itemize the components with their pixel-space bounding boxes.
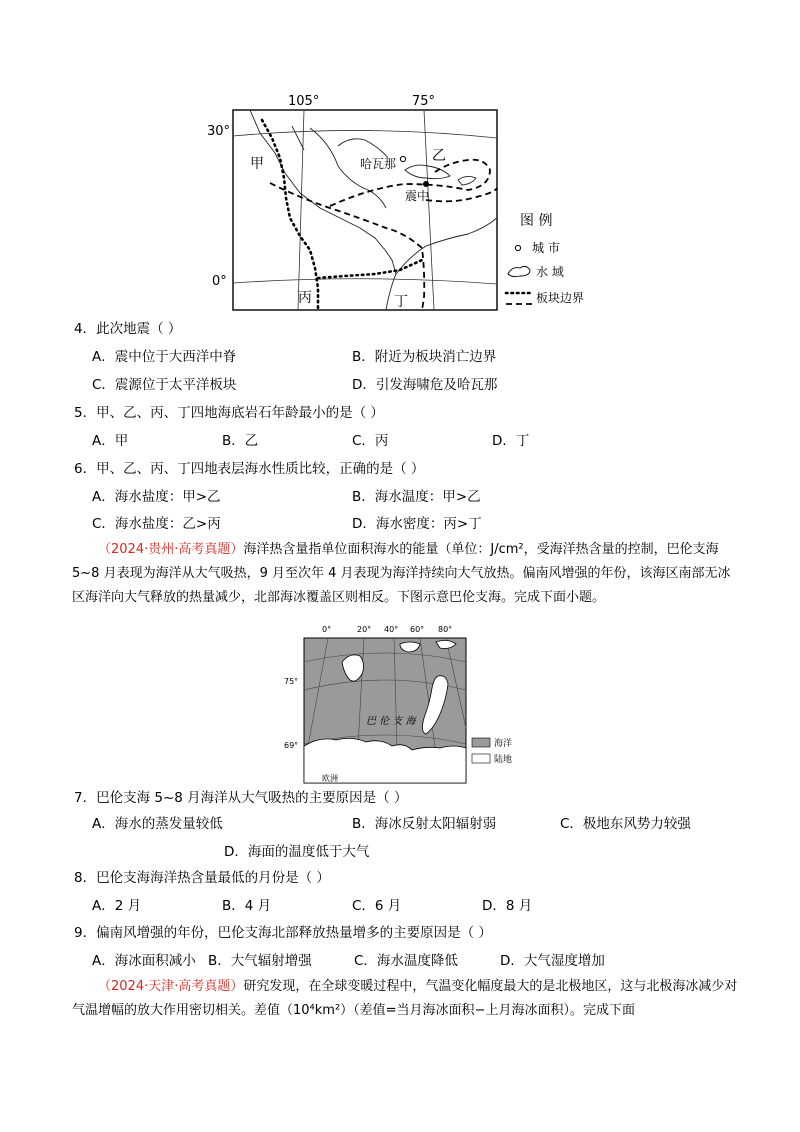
q6-option-d[interactable]: D．海水密度：丙>丁 <box>352 516 482 532</box>
coastline-florida <box>338 139 388 158</box>
label-bing: 丙 <box>298 290 312 306</box>
legend-title: 图 例 <box>520 213 553 229</box>
question-7: 7．巴伦支海 5~8 月海洋从大气吸热的主要原因是（ ） <box>74 790 408 806</box>
caribbean-map-svg <box>200 88 610 320</box>
island-hispaniola <box>458 176 476 185</box>
lon-label-40: 40° <box>384 625 399 634</box>
q9-option-c[interactable]: C．海水温度降低 <box>354 953 458 969</box>
label-europe: 欧洲 <box>322 774 338 783</box>
coastline-baja <box>292 126 304 150</box>
lon-label-60: 60° <box>410 625 425 634</box>
plate-boundary-dashed-north <box>426 188 497 201</box>
q5-option-a[interactable]: A．甲 <box>92 433 129 449</box>
q4-option-a[interactable]: A．震中位于大西洋中脊 <box>92 349 237 365</box>
lon-label-80: 80° <box>438 625 453 634</box>
passage-source: （2024·贵州·高考真题） <box>98 542 244 557</box>
label-epicenter: 震中 <box>405 189 430 203</box>
lon-label-105: 105° <box>288 94 320 109</box>
question-9: 9．偏南风增强的年份，巴伦支海北部释放热量增多的主要原因是（ ） <box>74 925 492 941</box>
q4-option-d[interactable]: D．引发海啸危及哈瓦那 <box>352 377 498 393</box>
passage2-text: 研究发现，在全球变暖过程中，气温变化幅度最大的是北极地区，这与北极海冰减少对气温增幅的放大作用密切相关。差值（10⁴km²）（差值=当月海冰面积−上月海冰面积）。完成下面 <box>72 979 738 1018</box>
passage-barents-sea <box>72 538 740 610</box>
label-ding: 丁 <box>394 294 408 310</box>
passage-text: 海洋热含量指单位面积海水的能量（单位：J/cm²，受海洋热含量的控制，巴伦支海 5~8 月表现为海洋从大气吸热，9 月至次年 4 月表现为海洋持续向大气放热。偏南风增强的年份，该海区南部无冰区海洋向大气释放的热量减少，北部海冰覆盖区则相反。下图示意巴伦支海。完成下面小题。 <box>72 542 731 605</box>
question-8: 8．巴伦支海海洋热含量最低的月份是（ ） <box>74 870 330 886</box>
label-yi: 乙 <box>432 148 446 164</box>
q5-option-d[interactable]: D．丁 <box>492 433 530 449</box>
lon-label-75: 75° <box>412 94 436 109</box>
legend-city-icon <box>515 245 520 250</box>
plate-boundary-dashed-south <box>270 183 424 310</box>
q7-option-a[interactable]: A．海水的蒸发量较低 <box>92 816 223 832</box>
q6-option-b[interactable]: B．海水温度：甲>乙 <box>352 489 481 505</box>
legend-water-label: 水 域 <box>536 265 564 279</box>
city-havana-marker <box>400 156 405 161</box>
q9-option-b[interactable]: B．大气辐射增强 <box>208 953 312 969</box>
lon-label-20: 20° <box>357 625 372 634</box>
plate-boundary-dotted-cocos <box>318 260 422 278</box>
latitude-line-30 <box>233 130 497 138</box>
question-5: 5．甲、乙、丙、丁四地海底岩石年龄最小的是（ ） <box>74 405 384 421</box>
legend-land-icon <box>472 754 490 763</box>
label-barents-sea: 巴 伦 支 海 <box>366 716 416 727</box>
coastline-central-america <box>250 110 396 274</box>
question-6: 6．甲、乙、丙、丁四地表层海水性质比较，正确的是（ ） <box>74 461 425 477</box>
q9-option-a[interactable]: A．海冰面积减小 <box>92 953 196 969</box>
q9-option-d[interactable]: D．大气湿度增加 <box>500 953 605 969</box>
barents-sea-map <box>280 618 530 786</box>
q8-option-d[interactable]: D．8 月 <box>482 898 533 914</box>
legend-ocean-icon <box>472 738 490 747</box>
caribbean-map <box>200 88 610 320</box>
q5-option-b[interactable]: B．乙 <box>222 433 259 449</box>
lat-label-0: 0° <box>212 274 227 289</box>
latitude-line-0 <box>233 279 497 284</box>
barents-sea-map-svg <box>280 618 530 786</box>
label-havana: 哈瓦那 <box>360 157 397 171</box>
q6-option-a[interactable]: A．海水盐度：甲>乙 <box>92 489 221 505</box>
lat-label-30: 30° <box>207 124 231 139</box>
legend-land-label: 陆地 <box>494 755 513 765</box>
q5-option-c[interactable]: C．丙 <box>352 433 389 449</box>
q7-option-c[interactable]: C．极地东风势力较强 <box>560 816 691 832</box>
q8-option-a[interactable]: A．2 月 <box>92 898 142 914</box>
lat-label-75: 75° <box>284 677 299 686</box>
q8-option-c[interactable]: C．6 月 <box>352 898 402 914</box>
q4-option-c[interactable]: C．震源位于太平洋板块 <box>92 377 237 393</box>
legend-ocean-label: 海洋 <box>494 739 513 749</box>
passage2-source: （2024·天津·高考真题） <box>98 979 244 994</box>
label-jia: 甲 <box>250 156 264 172</box>
q8-option-b[interactable]: B．4 月 <box>222 898 272 914</box>
passage-arctic-sea-ice <box>72 975 740 1023</box>
legend-city-label: 城 市 <box>532 241 560 255</box>
legend-water-icon <box>508 266 530 276</box>
epicenter-marker <box>423 181 429 187</box>
legend-boundary-label: 板块边界 <box>536 291 585 305</box>
lat-label-69: 69° <box>284 741 299 750</box>
q4-option-b[interactable]: B．附近为板块消亡边界 <box>352 349 497 365</box>
q6-option-c[interactable]: C．海水盐度：乙>丙 <box>92 516 221 532</box>
plate-boundary-dotted-west <box>262 120 318 310</box>
lon-label-0: 0° <box>322 625 332 634</box>
question-4: 4．此次地震（ ） <box>74 321 182 337</box>
q7-option-b[interactable]: B．海冰反射太阳辐射弱 <box>352 816 497 832</box>
q7-option-d[interactable]: D．海面的温度低于大气 <box>224 844 370 860</box>
